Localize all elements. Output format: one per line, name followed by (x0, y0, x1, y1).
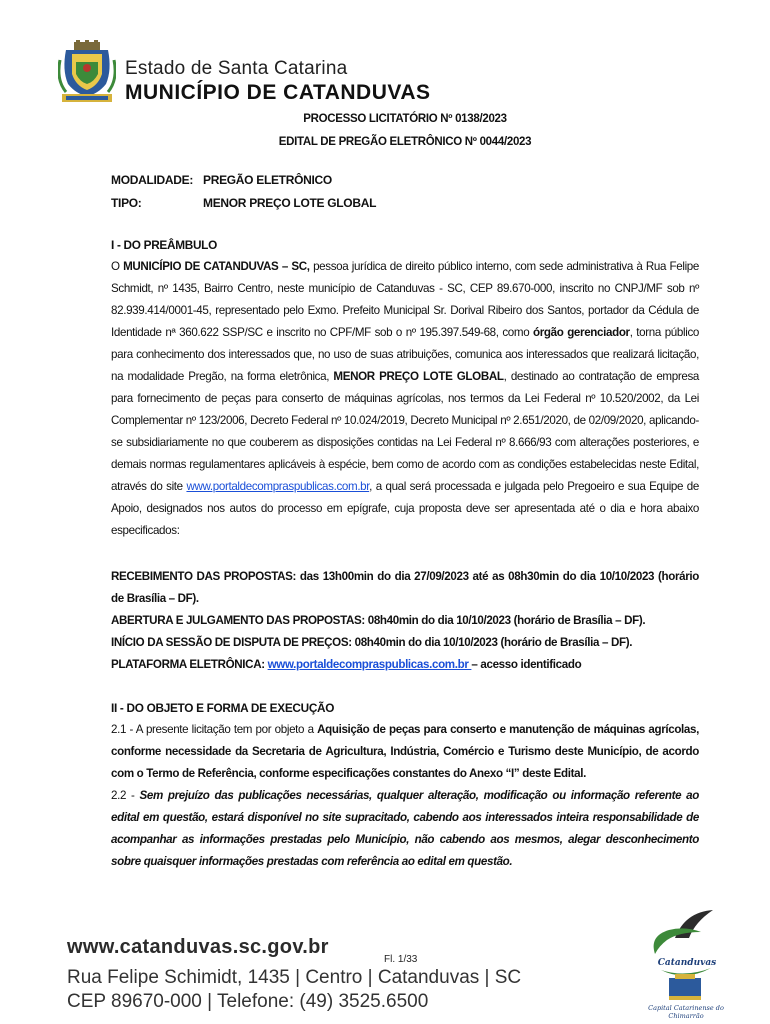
preambulo-text-3: , destinado ao contratação de empresa para fornecimento de peças para conserto de máquinas agrícolas, nos termos da Lei Federal nº 10.520/2002, da Lei Complementar nº 123/2006, Decreto Federal nº 10.024/2019, Decreto Municipal nº 2.651/2020, de 02/09/2020, aplicando-se subsidiariamente no que couberem as disposições contidas na Lei Federal nº 8.666/93 com alterações posteriores, e demais normas regulamentares aplicáveis à espécie, bem como de acordo com as condições estabelecidas neste Edital, através do site (111, 370, 699, 493)
footer-website: www.catanduvas.sc.gov.br (67, 936, 329, 958)
preambulo-paragraph (111, 256, 699, 542)
plataforma-label: PLATAFORMA ELETRÔNICA: (111, 658, 268, 671)
state-name: Estado de Santa Catarina (125, 58, 348, 79)
plataforma-link[interactable]: www.portaldecompraspublicas.com.br (267, 658, 472, 671)
preambulo-text-1: pessoa jurídica de direito público interno, com sede administrativa à Rua Felipe Schmidt, nº 1435, Bairro Centro, neste município de Catanduvas - SC, CEP 89.670-000, inscrito no CNPJ/MF sob nº 82.939.414/0001-45, representado pelo Exmo. Prefeito Municipal Sr. Dorival Ribeiro dos Santos, portador da Cédula de Identidade nª 360.622 SSP/SC e inscrito no CPF/MF sob o nº 195.397.549-68, como (111, 260, 699, 339)
preambulo-text-2: , torna público para conhecimento dos interessados que, no uso de suas atribuições, comunica aos interessados que realizará licitação, na modalidade Pregão, na forma eletrônica, (111, 326, 699, 383)
objeto-section (111, 697, 699, 873)
coat-of-arms-icon (58, 40, 116, 106)
preambulo-section (111, 234, 699, 542)
tipo-label: TIPO: (111, 196, 142, 210)
plataforma-suffix: – acesso identificado (471, 658, 582, 671)
municipality-bold: MUNICÍPIO DE CATANDUVAS – SC, (123, 260, 310, 273)
page-number: Fl. 1/33 (384, 954, 418, 965)
inicio-sessao: INÍCIO DA SESSÃO DE DISPUTA DE PREÇOS: 08h40min do dia 10/10/2023 (horário de Brasília – DF). (111, 636, 633, 649)
process-number: PROCESSO LICITATÓRIO Nº 0138/2023 (303, 113, 507, 125)
schedule-section (111, 566, 699, 676)
footer-contact: CEP 89670-000 | Telefone: (49) 3525.6500 (67, 991, 429, 1012)
item-2-1-bold: Aquisição de peças para conserto e manutenção de máquinas agrícolas, conforme necessidade da Secretaria de Agricultura, Indústria, Comércio e Turismo deste Município, de acordo com o Termo de Referência, conforme especificações constantes do Anexo “I” deste Edital. (111, 723, 699, 780)
recebimento-propostas: RECEBIMENTO DAS PROPOSTAS: das 13h00min do dia 27/09/2023 até as 08h30min do dia 10/10/2023 (horário de Brasília – DF). (111, 570, 699, 605)
municipality-name: MUNICÍPIO DE CATANDUVAS (125, 81, 431, 104)
footer-logo-text: Catanduvas (657, 958, 717, 968)
item-2-2 (111, 785, 699, 873)
item-2-2-prefix: 2.2 - (111, 789, 140, 802)
item-2-1-prefix: 2.1 - A presente licitação tem por objeto a (111, 723, 318, 736)
footer-address: Rua Felipe Schimidt, 1435 | Centro | Catanduvas | SC (67, 967, 522, 988)
abertura-julgamento: ABERTURA E JULGAMENTO DAS PROPOSTAS: 08h40min do dia 10/10/2023 (horário de Brasília – DF). (111, 614, 646, 627)
footer-logo-tagline: Capital Catarinense do Chimarrão (648, 1004, 724, 1020)
plataforma-eletronica (111, 654, 699, 676)
portal-link[interactable]: www.portaldecompraspublicas.com.br (186, 480, 370, 493)
tipo-value: MENOR PREÇO LOTE GLOBAL (203, 196, 377, 210)
modalidade-label: MODALIDADE: (111, 173, 194, 187)
preambulo-o: O (111, 260, 124, 273)
objeto-title: II - DO OBJETO E FORMA DE EXECUÇÃO (111, 701, 335, 715)
item-2-1 (111, 719, 699, 785)
modalidade-value: PREGÃO ELETRÔNICO (203, 173, 332, 187)
preambulo-title: I - DO PREÂMBULO (111, 238, 217, 252)
menor-preco-bold: MENOR PREÇO LOTE GLOBAL (333, 370, 504, 383)
edital-number: EDITAL DE PREGÃO ELETRÔNICO Nº 0044/2023 (278, 136, 532, 148)
orgao-gerenciador: órgão gerenciador (533, 326, 630, 339)
preambulo-text-4: , a qual será processada e julgada pelo Pregoeiro e sua Equipe de Apoio, designados nos autos do processo em epígrafe, cuja proposta deve ser apresentada até o dia e hora abaixo especificados: (111, 480, 699, 537)
item-2-2-bold: Sem prejuízo das publicações necessárias, qualquer alteração, modificação ou informação referente ao edital em questão, estará disponível no site supracitado, cabendo aos interessados inteira responsabilidade de acompanhar as informações prestadas pelo Município, não cabendo aos mesmos, alegar desconhecimento sobre quaisquer informações prestadas com referência ao edital em questão. (111, 789, 699, 868)
